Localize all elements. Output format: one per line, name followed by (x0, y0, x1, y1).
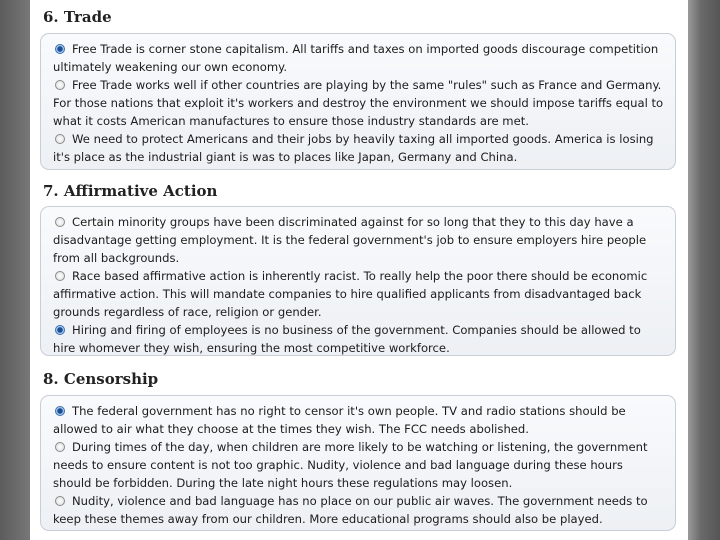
option-affirmative-1[interactable] (53, 213, 665, 267)
radio-button-checked[interactable] (55, 406, 65, 416)
radio-button[interactable] (55, 134, 65, 144)
radio-button[interactable] (55, 80, 65, 90)
radio-button-checked[interactable] (55, 325, 65, 335)
radio-button-checked[interactable] (55, 44, 65, 54)
question-title-affirmative-action: 7. Affirmative Action (43, 182, 218, 200)
option-censorship-1[interactable] (53, 402, 665, 438)
right-background (688, 0, 720, 540)
option-label: Nudity, violence and bad language has no place on our public air waves. The government needs to keep these themes away from our children. More educational programs should also be played. (53, 494, 648, 526)
question-title-trade: 6. Trade (43, 8, 112, 26)
radio-button[interactable] (55, 496, 65, 506)
option-label: During times of the day, when children are more likely to be watching or listening, the government needs to ensure content is not too graphic. Nudity, violence and bad language during these hours should be forbidden. During the late night hours these regulations may loosen. (53, 440, 648, 490)
option-trade-2[interactable] (53, 76, 665, 130)
question-box-affirmative-action (40, 206, 676, 356)
option-label: Hiring and firing of employees is no business of the government. Companies should be allowed to hire whomever they wish, ensuring the most competitive workforce. (53, 323, 641, 355)
survey-page (30, 0, 688, 540)
left-background (0, 0, 30, 540)
option-label: Free Trade works well if other countries are playing by the same "rules" such as France and Germany. For those nations that exploit it's workers and destroy the environment we should impose tariffs equal to what it costs American manufactures to ensure those industry standards are met. (53, 78, 664, 128)
radio-button[interactable] (55, 442, 65, 452)
option-affirmative-2[interactable] (53, 267, 665, 321)
option-censorship-3[interactable] (53, 492, 665, 528)
radio-button[interactable] (55, 271, 65, 281)
question-title-censorship: 8. Censorship (43, 370, 159, 388)
option-trade-3[interactable] (53, 130, 665, 166)
radio-button[interactable] (55, 217, 65, 227)
option-censorship-2[interactable] (53, 438, 665, 492)
option-trade-1[interactable] (53, 40, 665, 76)
option-label: Race based affirmative action is inherently racist. To really help the poor there should be economic affirmative action. This will mandate companies to hire qualified applicants from disadvantaged back grounds regardless of race, religion or gender. (53, 269, 648, 319)
option-label: Free Trade is corner stone capitalism. All tariffs and taxes on imported goods discourage competition ultimately weakening our own economy. (53, 42, 659, 74)
question-box-censorship (40, 395, 676, 531)
question-box-trade (40, 33, 676, 170)
option-label: The federal government has no right to censor it's own people. TV and radio stations should be allowed to air what they choose at the times they wish. The FCC needs abolished. (53, 404, 626, 436)
option-affirmative-3[interactable] (53, 321, 665, 357)
option-label: Certain minority groups have been discriminated against for so long that they to this day have a disadvantage getting employment. It is the federal government's job to ensure employers hire people from all backgrounds. (53, 215, 647, 265)
option-label: We need to protect Americans and their jobs by heavily taxing all imported goods. America is losing it's place as the industrial giant is was to places like Japan, Germany and China. (53, 132, 654, 164)
